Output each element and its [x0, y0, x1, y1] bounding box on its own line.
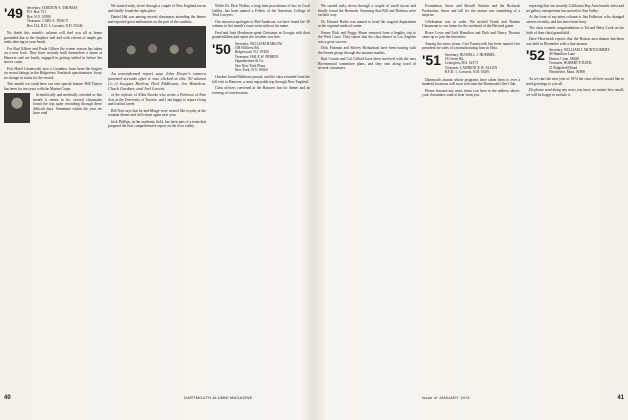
contact-line: Ridgewood, N.J. 07450 [234, 50, 269, 55]
paragraph: Dartmouth alumni whose programs have taken them to over a hundred locations will soon welcome the Dartmouth Glee Club. [422, 77, 520, 87]
contact-line: 18 Green Rd. [444, 56, 465, 61]
contact-line: Secretary, GORDON A. THOMAS [26, 6, 78, 10]
contact-line: Lexington, MA. 02173 [444, 61, 478, 66]
contact-line: 40 Hamilton Lane [548, 52, 575, 57]
class-header-49 [4, 6, 102, 28]
paragraph: We started early, drove through a couple of New England towns and finally found the right place. [108, 4, 206, 13]
contact-line: R.F.D. 1, Concord, N.H. 03301 [444, 70, 490, 75]
portrait-photo [4, 93, 30, 123]
paragraph: Kenny Rich and Peggy Shane returned from a lengthy trip to the West Coast. They report that the class dinner in Los Angeles was a great success. [318, 30, 416, 44]
paragraph: Scientifically and medically oriented as this month it seems to be, several classmates found the trip quite rewarding through these difficult days. Sometime within the year we have read [33, 93, 102, 116]
paragraph: Dick Fishman and Shirley Richardson have been touring with the theater group through the autumn months. [318, 46, 416, 55]
contact-line: Box 124, R.D. 1, Laconia, N.H. 03246 [26, 23, 83, 28]
paragraph: Bruce Lowe and Jack Hamilton and Dick and Nancy Thomas came up to join the festivities. [422, 30, 520, 39]
paragraph: of the stylistic of Allen Brooks who writes a Professor of Fine Arts at the University of Toronto, and I am happy to report a long and fruitful career. [108, 93, 206, 106]
contact-line: 21 Ridgefield Road [548, 65, 577, 70]
class-contact [27, 6, 83, 28]
paragraph: Class officers convened at the Hanover Inn for dinner and an evening of conversation. [212, 86, 310, 95]
contact-line: Winchester, Mass. 01890 [548, 70, 586, 75]
paragraph: As we start the new year of 1974 the class officers would like to send greetings to you all. [526, 77, 624, 86]
paragraph: We started early, drove through a couple of small towns and finally found the Bernards. Knowing that Bill and Barbara were on their way. [318, 4, 416, 17]
paragraph: October found Maltbone passed, and the class returned from the fall visit to Hanover, a most enjoyable trip through New England. [212, 75, 310, 84]
contact-line: New York, N.Y. 10004 [234, 67, 268, 72]
right-page [318, 4, 624, 404]
contact-line: Darien, Conn. 06820 [548, 56, 579, 61]
paragraph: Our sincerest apologies to Red Anderson, we have found the '49 column in last month's issue went without his name. [212, 19, 310, 28]
contact-line: Treasurer, CARL S. TRACY [26, 19, 69, 24]
contact-line: Oppenheimer & Co. [234, 59, 265, 64]
paragraph: Bud Cronin and Cal Gifford have been involved with the new Bicentennial committee plans, and they sent along word of several classmates. [318, 57, 416, 70]
paragraph: Fred and Judy Hershman spent Christmas in Georgia with their grandchildren and report the weather was fine. [212, 30, 310, 39]
column-2 [108, 4, 206, 400]
contact-line: Secretary, WILLIAM HARLOW [234, 41, 283, 46]
contact-line: Treasurer, LAWRENCE W. ALLEN [444, 65, 498, 70]
class-contact [549, 48, 610, 74]
footer-issue: Issue of JANUARY 1974 [422, 395, 470, 400]
paragraph: No doubt this month's column will find you all at home grounded due to the fireplace fuel and with visions of ample gas tanks dancing in your heads. [4, 31, 102, 45]
left-page [4, 4, 310, 404]
paragraph: For Bud Gilbert and Paula Gilbert the winter season has taken on a new look. They have recently built themselves a home at Hanover and are busily engaged in getting settled in before the snows come. [4, 46, 102, 65]
group-photo [108, 26, 206, 68]
paragraph: Bill Nott says that he and Marge were treated like royalty at the reunion dinner and will return again next year. [108, 108, 206, 117]
page-number-left: 40 [4, 395, 11, 401]
paragraph: Foundation. Snow and Sherrill Sinclair and the Richards Production. Snow and fall for the season was something of a surprise. [422, 4, 520, 17]
paragraph: Among the news items: Carl Farnsworth has been named vice president for sales of a manufacturing firm in Ohio. [422, 41, 520, 50]
class-year: '52 [526, 47, 545, 63]
paragraph: Daniel Hal was among several classmates attending the dinner and reported great enthusiasm on the part of the students. [108, 15, 206, 24]
contact-line: Secretary, WILLIAM J. MONTGOMERY [548, 48, 610, 52]
paragraph: Jack Phillips, in the academic field, has been part of a team that prepared the first comprehensive report on the river valley. [108, 119, 206, 128]
column-4 [318, 4, 416, 400]
class-contact [445, 53, 497, 75]
class-year: '50 [212, 40, 231, 57]
paragraph: The class extends congratulations to Ed and Betty Cook on the birth of their third grandchild. [526, 26, 624, 35]
paragraph: Fort Hoeft Grunewald, now a Grandma, have been the longest on recent listings in the Ridgeview Yearbook questionnaire. Sorry no change in status for the record. [4, 66, 102, 80]
footer-publication: DARTMOUTH ALUMNI MAGAZINE [184, 395, 253, 400]
photo-caption: An unconfirmed report says John Dwyer's camera jammed seconds after it was clicked at this '50 alumni ('o r) Jacques Harlow, Dick Eddleston, Joe Hazelton, Chuck Gardner, and Joel Leavitt. [108, 71, 206, 91]
paragraph: Do please send along any news you have, no matter how small; we will be happy to include it. [526, 88, 624, 97]
class-header-50 [212, 42, 310, 73]
paragraph: Celebration was in order. We invited Frank and Bonnie Glassmann to our home for the weekend of the Harvard game. [422, 19, 520, 28]
contact-line: Secretary, RUSSELL J. HUMMEL [444, 52, 496, 57]
contact-line: P.O. Box 731 [26, 10, 46, 15]
column-3 [212, 4, 310, 400]
paragraph: While Dr. Dick Walker, a long-time practitioner of law in Coral Gables, has been named a Fellow of the American College of Trial Lawyers. [212, 4, 310, 17]
class-header-52 [526, 48, 624, 74]
class-year: '51 [422, 51, 441, 68]
paragraph: Please forward any news items you have to the address above; your classmates want to hear from you. [422, 88, 520, 98]
paragraph: reporting that our recently California Bay Area branch artist and art gallery entrepreneur has moved to Sun Valley. [526, 4, 624, 13]
page-number-right: 41 [617, 395, 624, 401]
contact-line: Treasurer, HALE W. PERRIN [234, 54, 279, 59]
contact-line: One New York Plaza [234, 63, 265, 68]
class-contact [235, 42, 283, 73]
class-year: '49 [4, 5, 23, 21]
column-1 [4, 4, 102, 400]
contact-line: Rye, N.Y. 10580 [26, 14, 51, 19]
paragraph: At the front of my notes column is Jim Fullerton, who changed careers recently, and has since been busy. [526, 15, 624, 24]
paragraph: This month we could have our own special feature: Bill Thayer has been for ten years with the Marine Corps. [4, 82, 102, 91]
contact-line: 108 Hillcrest Rd. [234, 45, 260, 50]
paragraph: Dr. Edward Burke was named to head the surgical department at the regional medical center. [318, 19, 416, 28]
class-header-51 [422, 53, 520, 75]
column-6 [526, 4, 624, 400]
contact-line: Treasurer, ROBERT P. RUHL [548, 61, 593, 66]
paragraph: Dave Haverstick reports that the Boston area alumni luncheon was held in December with a fine turnout. [526, 37, 624, 46]
column-5 [422, 4, 520, 400]
